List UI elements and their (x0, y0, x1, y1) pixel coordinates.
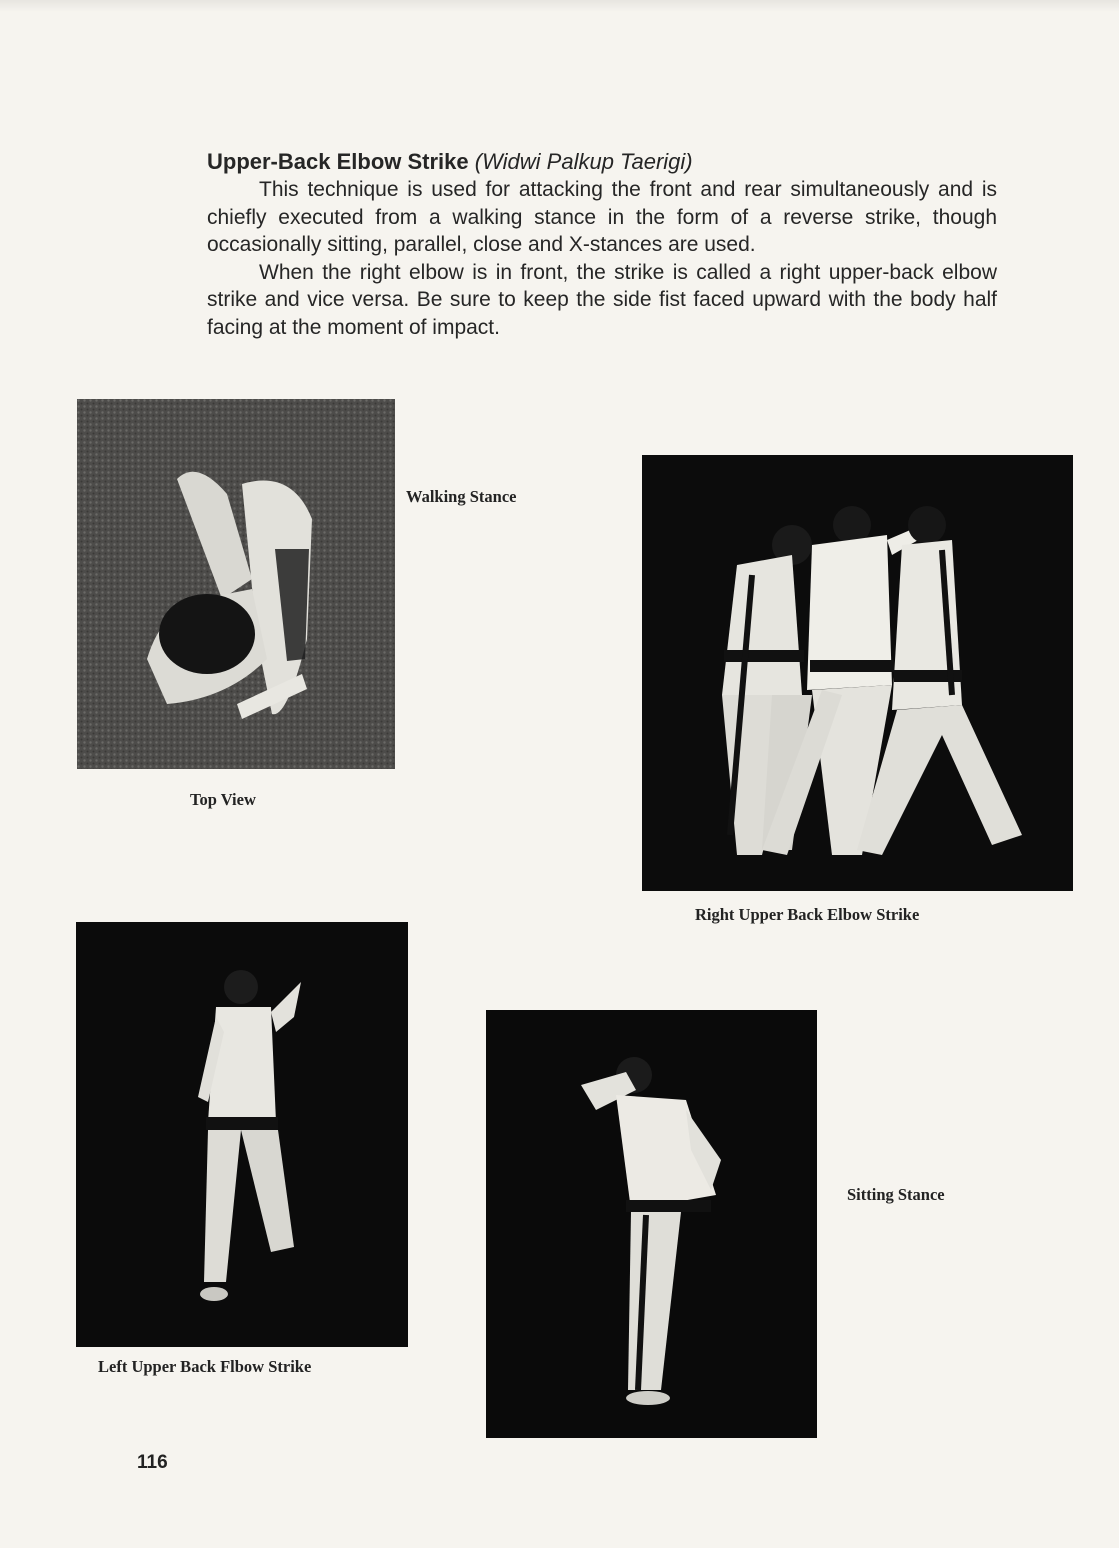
top-view-figure (77, 399, 395, 769)
caption-left-strike: Left Upper Back Flbow Strike (98, 1357, 312, 1376)
photo-top-view (77, 399, 395, 769)
left-strike-figure (76, 922, 408, 1347)
scan-edge (0, 0, 1119, 12)
right-strike-figure (642, 455, 1073, 891)
photo-right-strike (642, 455, 1073, 891)
label-walking-stance: Walking Stance (406, 487, 517, 506)
paragraph-2: When the right elbow is in front, the strike is called a right upper-back elbow strike and vice versa. Be sure to keep the side fist faced upward with the body half facing at the moment of impact. (207, 260, 997, 339)
heading-title: Upper-Back Elbow Strike (207, 149, 469, 174)
caption-right-strike: Right Upper Back Elbow Strike (695, 905, 920, 924)
photo-left-strike (76, 922, 408, 1347)
photo-sitting-stance (486, 1010, 817, 1438)
paragraph-1: This technique is used for attacking the front and rear simultaneously and is chiefly executed from a walking stance in the form of a reverse strike, though occasionally sitting, parallel, close and X-stances are used. (207, 178, 997, 256)
article-text (207, 148, 997, 341)
sitting-stance-figure (486, 1010, 817, 1438)
section-heading (207, 148, 997, 176)
caption-top-view: Top View (190, 790, 256, 809)
label-sitting-stance: Sitting Stance (847, 1185, 945, 1204)
heading-subtitle: (Widwi Palkup Taerigi) (474, 149, 693, 174)
page-number: 116 (137, 1452, 168, 1473)
